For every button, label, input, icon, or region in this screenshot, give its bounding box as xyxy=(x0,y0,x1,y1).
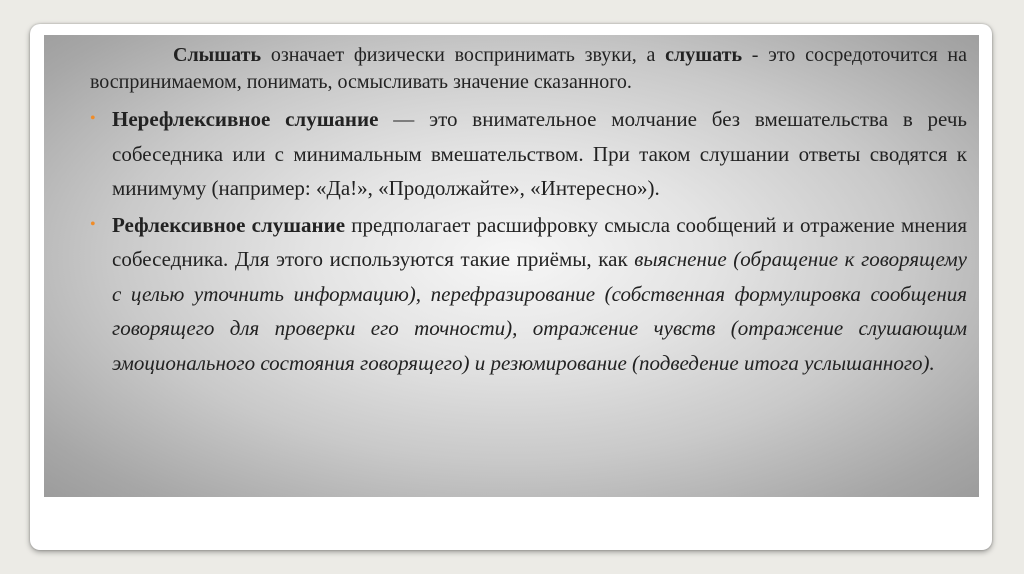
slide-text xyxy=(90,42,967,380)
intro-text-2: - это сосредоточится на воспринимаемом, понимать, осмысливать значение сказанного. xyxy=(90,44,968,93)
reflexive-techniques: выяснение (обращение к говорящему с целью уточнить информацию), перефразирование (собственная формулировка сообщения говорящего для проверки его точности), отражение чувств (отражение слушающим эмоционального состояния говорящего) и резюмирование (подведение итога услышанного). xyxy=(112,247,967,375)
term-reflexive: Рефлексивное слушание xyxy=(112,212,346,237)
term-hear: Слышать xyxy=(173,44,262,66)
bullet-icon: • xyxy=(90,215,96,233)
intro-text-1: означает физически воспринимать звуки, а xyxy=(261,44,666,66)
reflexive-text: предполагает расшифровку смысла сообщений и отражение мнения собеседника. Для этого используются такие приёмы, как xyxy=(112,212,967,271)
nonreflexive-text: — это внимательное молчание без вмешательства в речь собеседника или с минимальным вмешательством. При таком слушании ответы сводятся к минимуму (например: «Да!», «Продолжайте», «Интересно»). xyxy=(112,107,967,200)
list-item-nonreflexive xyxy=(90,102,967,206)
term-nonreflexive: Нерефлексивное слушание xyxy=(112,107,379,131)
bullet-icon: • xyxy=(90,110,96,127)
intro-paragraph xyxy=(90,42,967,96)
list-item-reflexive xyxy=(90,208,967,381)
term-listen: слушать xyxy=(665,44,743,66)
